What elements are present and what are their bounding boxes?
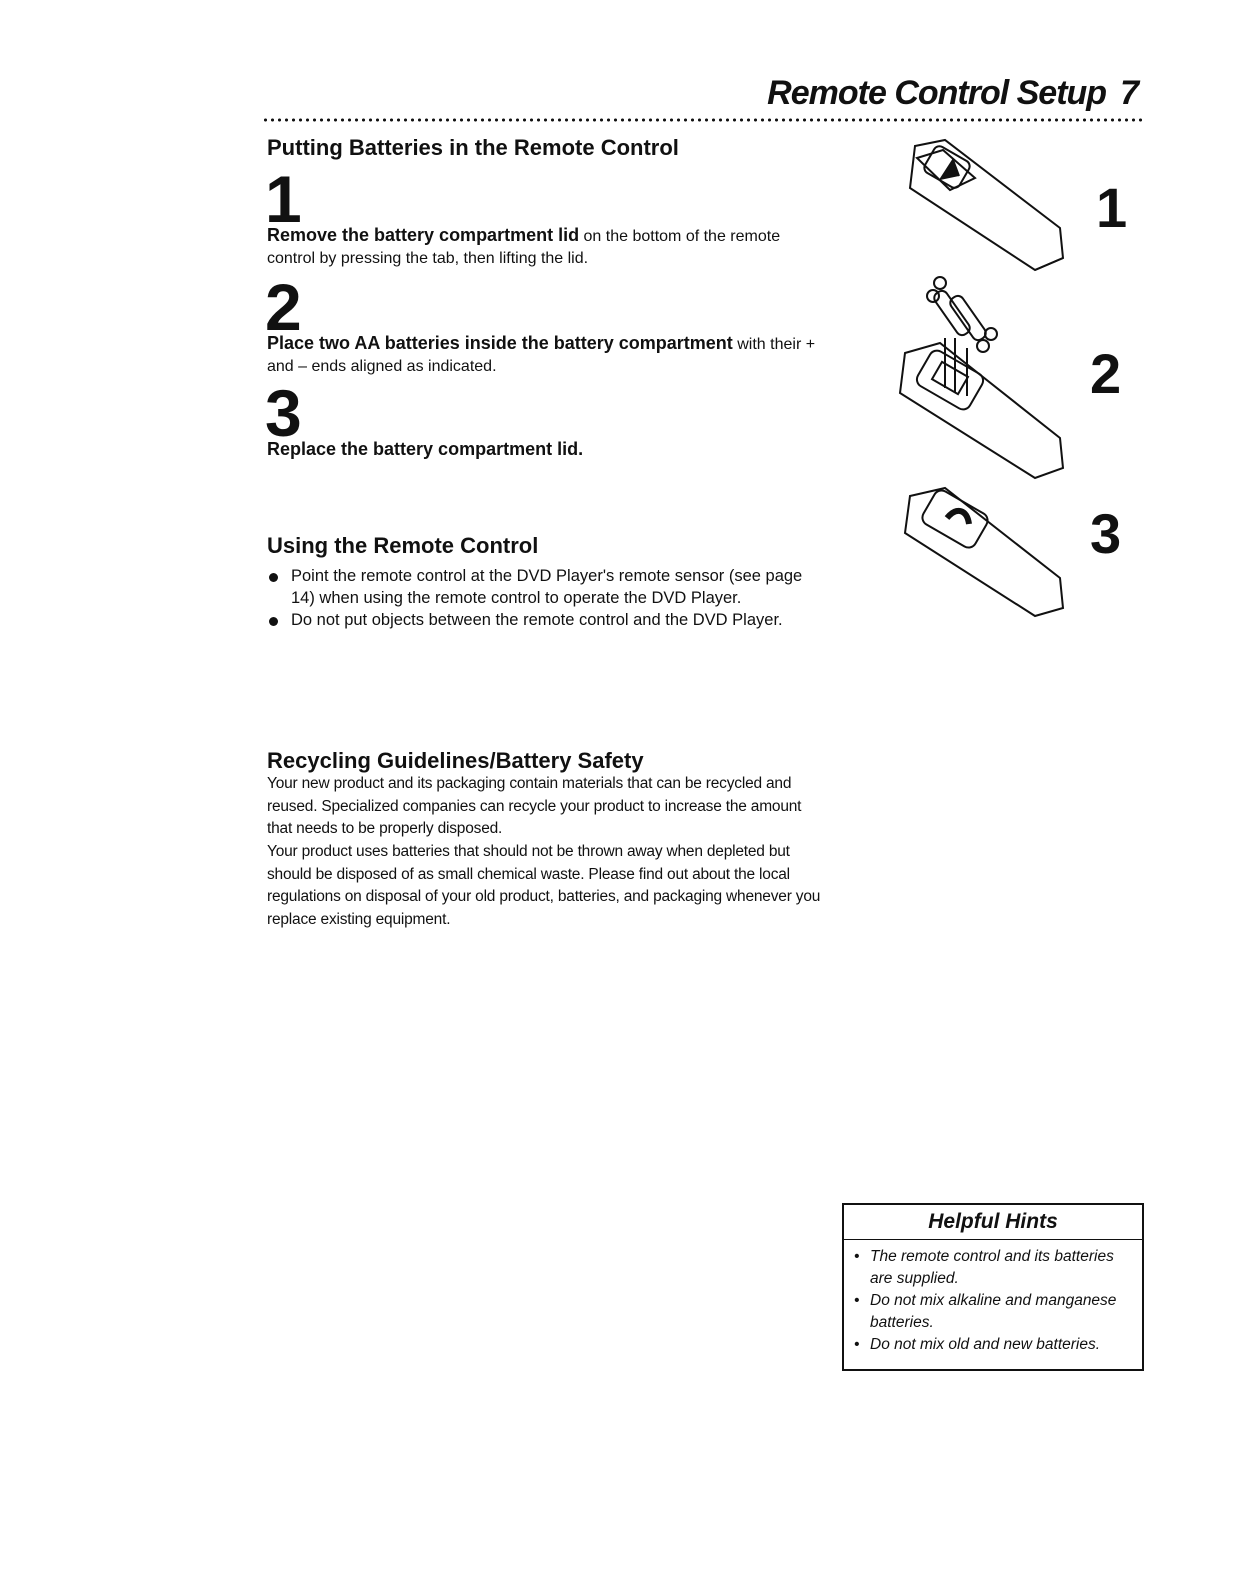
remote-lid-open-icon bbox=[910, 140, 1063, 270]
dotted-rule bbox=[262, 116, 1144, 128]
list-item: Point the remote control at the DVD Player's remote sensor (see page 14) when using the remote control to operate the DVD Player. bbox=[267, 565, 807, 609]
step-3-bold: Replace the battery compartment lid. bbox=[267, 439, 584, 459]
list-item: Do not put objects between the remote control and the DVD Player. bbox=[267, 609, 807, 631]
step-2-text bbox=[267, 332, 827, 378]
step-1-number: 1 bbox=[265, 162, 302, 236]
step-2-rest: with their + and – ends aligned as indicated. bbox=[267, 336, 816, 375]
hints-list bbox=[844, 1246, 1142, 1356]
step-2-bold: Place two AA batteries inside the battery compartment bbox=[267, 333, 733, 353]
remote-open-compartment-icon bbox=[900, 343, 1063, 478]
batteries-icon bbox=[927, 277, 997, 396]
step-1-rest: on the bottom of the remote control by pressing the tab, then lifting the lid. bbox=[267, 228, 781, 267]
helpful-hints-box bbox=[842, 1203, 1144, 1371]
step-3-text bbox=[267, 438, 827, 462]
illustration-label-2: 2 bbox=[1090, 342, 1122, 405]
step-1-bold: Remove the battery compartment lid bbox=[267, 225, 580, 245]
section-title-using: Using the Remote Control bbox=[267, 533, 539, 558]
list-item: • Do not mix alkaline and manganese batteries. bbox=[852, 1290, 1134, 1334]
section-title-recycling: Recycling Guidelines/Battery Safety bbox=[267, 748, 644, 773]
illustration-label-3: 3 bbox=[1090, 502, 1122, 565]
step-2-number: 2 bbox=[265, 270, 302, 344]
recycling-paragraph-2: Your product uses batteries that should not be thrown away when depleted but should be disposed of as small chemical waste. Please find out about the local regulations on disposal of your old product, batteries, and packaging whenever you replace existing equipment. bbox=[267, 843, 821, 928]
step-3-number: 3 bbox=[265, 376, 302, 450]
page-header bbox=[767, 74, 1138, 113]
list-item: • Do not mix old and new batteries. bbox=[852, 1334, 1134, 1356]
header-title: Remote Control Setup bbox=[767, 74, 1107, 112]
page-number: 7 bbox=[1120, 74, 1138, 112]
list-item: • The remote control and its batteries are supplied. bbox=[852, 1246, 1134, 1290]
step-1-text bbox=[267, 224, 827, 270]
illustration-label-1: 1 bbox=[1096, 176, 1128, 239]
section-title-batteries: Putting Batteries in the Remote Control bbox=[267, 135, 679, 160]
recycling-paragraph-1: Your new product and its packaging contain materials that can be recycled and reused. Specialized companies can recycle your product to increase the amount that needs to be properly disposed. bbox=[267, 775, 802, 837]
using-bullet-list bbox=[267, 565, 807, 631]
remote-lid-close-icon bbox=[905, 488, 1063, 616]
remote-battery-illustration bbox=[895, 138, 1070, 618]
hints-title: Helpful Hints bbox=[844, 1205, 1142, 1240]
